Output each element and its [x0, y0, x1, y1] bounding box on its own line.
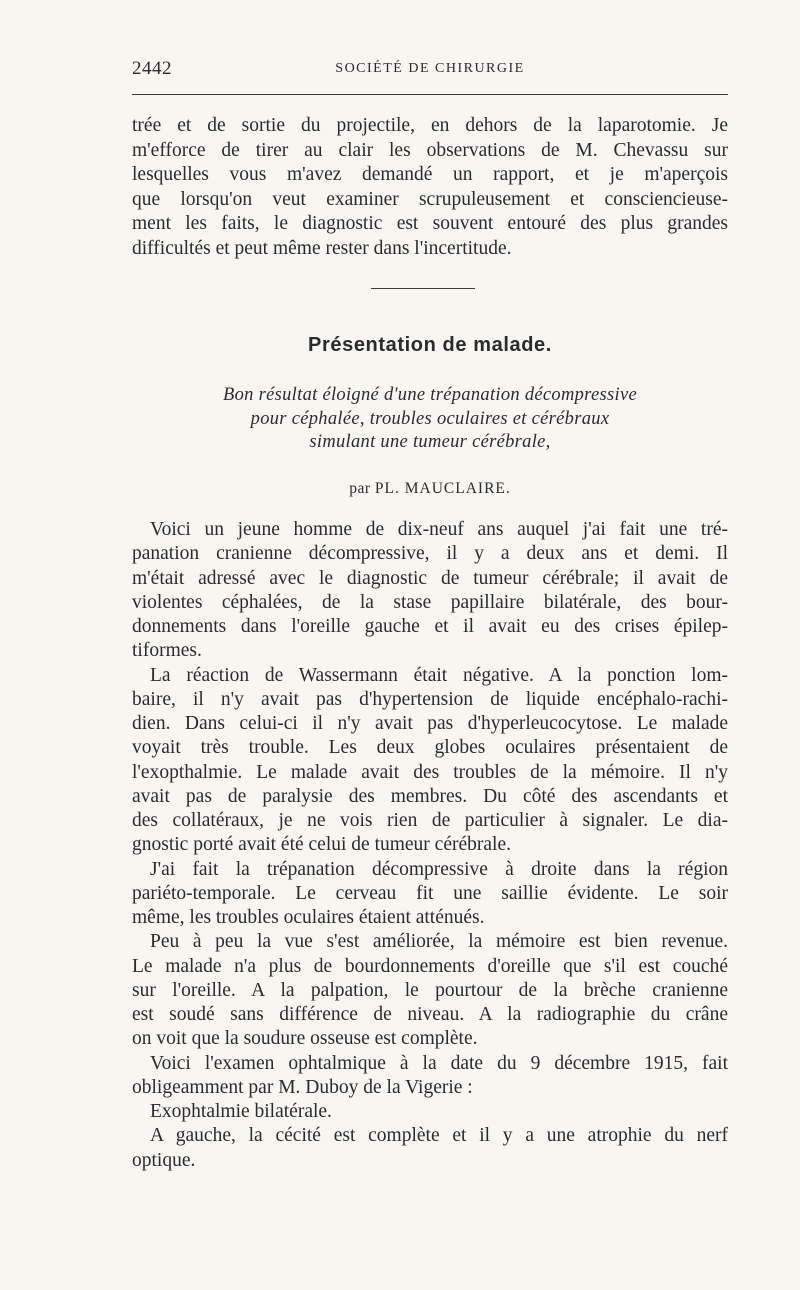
section-divider	[371, 288, 475, 289]
text-line: dien. Dans celui-ci il n'y avait pas d'hyperleucocytose. Le malade	[132, 713, 728, 734]
header-rule	[132, 94, 728, 95]
text-line: pariéto-temporale. Le cerveau fit une saillie évidente. Le soir	[132, 882, 728, 904]
intro-paragraph	[132, 114, 728, 262]
text-line: La réaction de Wassermann était négative. A la ponction lom-	[150, 664, 728, 686]
text-line: que lorsqu'on veut examiner scrupuleusement et consciencieuse-	[132, 188, 728, 210]
text-line: l'exopthalmie. Le malade avait des troubles de la mémoire. Il n'y	[132, 761, 728, 783]
text-line: J'ai fait la trépanation décompressive à droite dans la région	[150, 858, 728, 880]
text-line: optique.	[132, 1149, 196, 1171]
text-line: difficultés et peut même rester dans l'incertitude.	[132, 237, 512, 259]
subtitle-line: simulant une tumeur cérébrale,	[309, 432, 551, 452]
text-line: panation cranienne décompressive, il y a deux ans et demi. Il	[132, 543, 728, 565]
text-line: m'efforce de tirer au clair les observations de M. Chevassu sur	[132, 139, 728, 161]
text-line: Voici l'examen ophtalmique à la date du 9 décembre 1915, fait	[150, 1052, 728, 1074]
article-body	[132, 518, 728, 1173]
text-line: on voit que la soudure osseuse est complète.	[132, 1028, 478, 1050]
byline	[132, 480, 728, 498]
text-line: avait pas de paralysie des membres. Du côté des ascendants et	[132, 785, 728, 807]
text-line: est soudé sans différence de niveau. A la radiographie du crâne	[132, 1004, 728, 1025]
text-line: Exophtalmie bilatérale.	[150, 1101, 332, 1122]
article-subtitle	[132, 384, 728, 455]
text-line: Voici un jeune homme de dix-neuf ans auquel j'ai fait une tré-	[150, 519, 728, 540]
text-line: des collatéraux, je ne vois rien de particulier à signaler. Le dia-	[132, 810, 728, 831]
text-line: lesquelles vous m'avez demandé un rapport, et je m'aperçois	[132, 164, 728, 186]
text-line: ment les faits, le diagnostic est souvent entouré des plus grandes	[132, 213, 728, 235]
running-head: SOCIÉTÉ DE CHIRURGIE	[335, 61, 525, 76]
text-line: A gauche, la cécité est complète et il y a une atrophie du nerf	[150, 1125, 728, 1147]
page-header	[132, 58, 728, 84]
text-line: donnements dans l'oreille gauche et il avait eu des crises épilep-	[132, 616, 728, 637]
subtitle-line: Bon résultat éloigné d'une trépanation décompressive	[223, 385, 637, 405]
text-line: sur l'oreille. A la palpation, le pourtour de la brèche cranienne	[132, 979, 728, 1001]
subtitle-line: pour céphalée, troubles oculaires et cérébraux	[250, 408, 610, 429]
text-line: même, les troubles oculaires étaient atténués.	[132, 907, 485, 928]
byline-prefix: par	[349, 480, 371, 497]
byline-author: PL. MAUCLAIRE.	[374, 480, 511, 497]
section-title: Présentation de malade.	[308, 334, 552, 356]
text-line: obligeamment par M. Duboy de la Vigerie :	[132, 1076, 473, 1098]
text-line: Le malade n'a plus de bourdonnements d'oreille que s'il est couché	[132, 955, 728, 977]
text-line: violentes céphalées, de la stase papillaire bilatérale, des bour-	[132, 591, 728, 613]
text-line: Peu à peu la vue s'est améliorée, la mémoire est bien revenue.	[150, 931, 728, 953]
text-line: voyait très trouble. Les deux globes oculaires présentaient de	[132, 737, 728, 759]
text-line: gnostic porté avait été celui de tumeur cérébrale.	[132, 834, 511, 856]
text-line: tiformes.	[132, 640, 202, 662]
text-line: trée et de sortie du projectile, en dehors de la laparotomie. Je	[132, 115, 728, 136]
page-number: 2442	[132, 58, 172, 79]
text-line: baire, il n'y avait pas d'hypertension de liquide encéphalo-rachi-	[132, 688, 728, 710]
text-line: m'était adressé avec le diagnostic de tumeur cérébrale; il avait de	[132, 567, 728, 589]
